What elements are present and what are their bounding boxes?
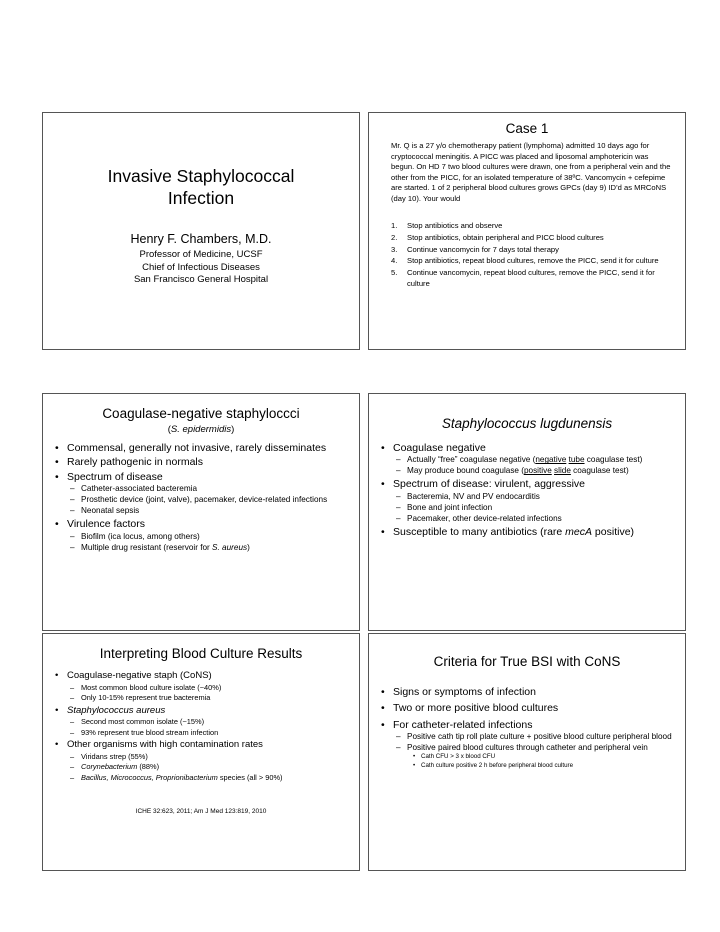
bullet: • Signs or symptoms of infection <box>381 686 675 698</box>
sub-bullet: – Biofilm (ica locus, among others) <box>55 532 349 542</box>
slide-title: Staphylococcus lugdunensis <box>441 416 613 431</box>
sub-bullet: – Viridans strep (55%) <box>55 752 349 762</box>
sub-bullet: – Only 10-15% represent true bacteremia <box>55 693 349 703</box>
sub-bullet: – May produce bound coagulase (positive slide coagulase test) <box>381 466 675 476</box>
bullet-list <box>55 440 349 553</box>
sub-bullet: – Bacteremia, NV and PV endocarditis <box>381 492 675 502</box>
slide-lugdunensis <box>368 393 686 631</box>
sub-bullet: – Positive paired blood cultures through catheter and peripheral vein <box>381 743 675 753</box>
author-affiliation: Professor of Medicine, UCSF Chief of Infectious Diseases San Francisco General Hospital <box>133 249 269 286</box>
sub-bullet: – 93% represent true blood stream infection <box>55 728 349 738</box>
sub-bullet: – Pacemaker, other device-related infections <box>381 514 675 524</box>
slide-criteria <box>368 633 686 871</box>
author-name: Henry F. Chambers, M.D. <box>130 232 272 246</box>
sub-bullet: – Bone and joint infection <box>381 503 675 513</box>
bullet: • For catheter-related infections <box>381 719 675 731</box>
bullet: • Spectrum of disease <box>55 471 349 483</box>
answer-option: 3. Continue vancomycin for 7 days total therapy <box>391 244 559 254</box>
sub-sub-bullet: • Cath culture positive 2 h before peripheral blood culture <box>381 762 675 771</box>
slide-title: Coagulase-negative staphyloccci <box>102 406 300 421</box>
sub-bullet: – Second most common isolate (~15%) <box>55 717 349 727</box>
sub-bullet: – Corynebacterium (88%) <box>55 762 349 772</box>
citation: ICHE 32:623, 2011; Am J Med 123:819, 2010 <box>135 808 267 815</box>
slide-title: Criteria for True BSI with CoNS <box>433 654 621 669</box>
bullet: • Other organisms with high contamination rates <box>55 739 349 751</box>
bullet: • Commensal, generally not invasive, rarely disseminates <box>55 442 349 454</box>
bullet: • Virulence factors <box>55 518 349 530</box>
sub-bullet: – Prosthetic device (joint, valve), pacemaker, device-related infections <box>55 495 349 505</box>
answer-option: 1. Stop antibiotics and observe <box>391 221 503 230</box>
case-description: Mr. Q is a 27 y/o chemotherapy patient (lymphoma) admitted 10 days ago for cryptococcal meningitis. A PICC was placed and liposomal amphotericin was begun. On HD 7 two blood cultures were drawn, one from a peripheral vein and the other from the PICC, for an isolated temperature of 38ºC. Vancomycin + cefepime are started. 1 of 2 peripheral blood cultures grows GPCs (day 9) ID’d as MRCoNS (day 10). Your would <box>391 141 671 203</box>
answer-option: 5. Continue vancomycin, repeat blood cultures, remove the PICC, send it for culture <box>391 268 655 288</box>
bullet-list <box>381 682 675 770</box>
sub-bullet: – Catheter-associated bacteremia <box>55 484 349 494</box>
sub-bullet: – Multiple drug resistant (reservoir for S. aureus) <box>55 543 349 553</box>
sub-bullet: – Positive cath tip roll plate culture + positive blood culture peripheral blood <box>381 732 675 742</box>
slide-cons <box>42 393 360 631</box>
bullet: • Rarely pathogenic in normals <box>55 456 349 468</box>
bullet: • Coagulase-negative staph (CoNS) <box>55 670 349 682</box>
sub-sub-bullet: • Cath CFU > 3 x blood CFU <box>381 753 675 762</box>
answer-option: 2. Stop antibiotics, obtain peripheral and PICC blood cultures <box>391 232 604 242</box>
answer-options <box>391 221 671 291</box>
slide-title: Case 1 <box>505 121 549 136</box>
bullet: • Two or more positive blood cultures <box>381 702 675 714</box>
bullet-list <box>381 440 675 538</box>
slide-blood-culture <box>42 633 360 871</box>
answer-option: 4. Stop antibiotics, repeat blood cultures, remove the PICC, send it for culture <box>391 256 659 266</box>
slide-title <box>42 112 360 350</box>
bullet: • Spectrum of disease: virulent, aggressive <box>381 478 675 490</box>
bullet: • Susceptible to many antibiotics (rare mecA positive) <box>381 526 675 538</box>
sub-bullet: – Most common blood culture isolate (~40%) <box>55 683 349 693</box>
bullet: • Staphylococcus aureus <box>55 705 349 717</box>
slide-subtitle: (S. epidermidis) <box>167 424 235 435</box>
bullet-list <box>55 668 349 783</box>
presentation-title: Invasive Staphylococcal Infection <box>107 166 295 208</box>
slide-title: Interpreting Blood Culture Results <box>99 646 303 661</box>
sub-bullet: – Actually “free” coagulase negative (negative tube coagulase test) <box>381 455 675 465</box>
sub-bullet: – Neonatal sepsis <box>55 506 349 516</box>
bullet: • Coagulase negative <box>381 442 675 454</box>
sub-bullet: – Bacillus, Micrococcus, Proprionibacterium species (all > 90%) <box>55 773 349 783</box>
slide-case-1 <box>368 112 686 350</box>
